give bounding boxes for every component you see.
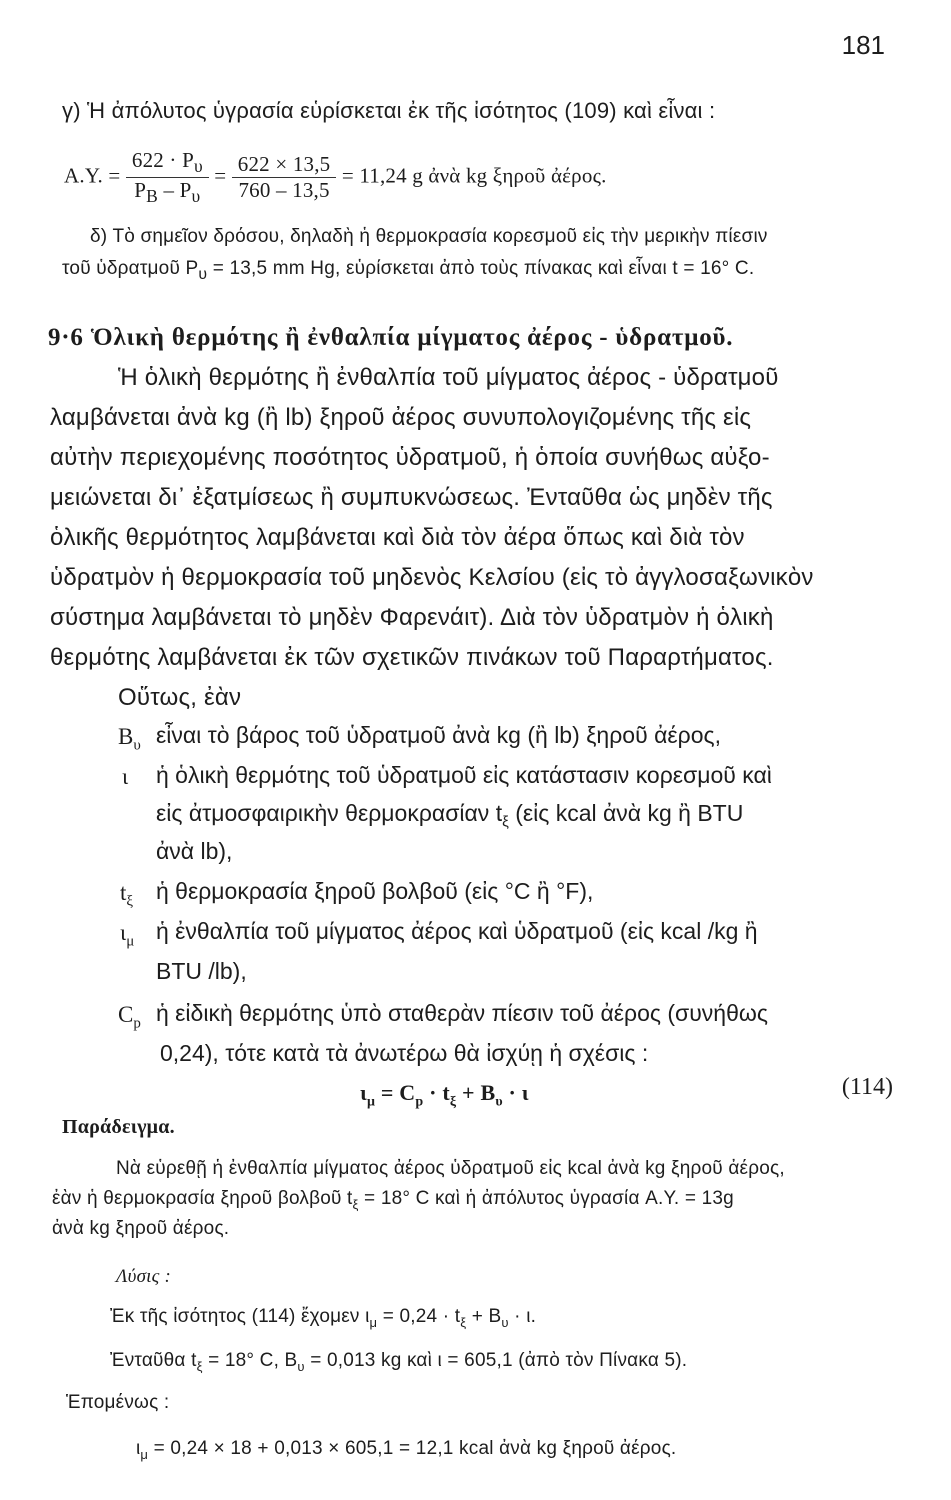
def-symbol-iota-mu: $\iota_\mu$ bbox=[120, 920, 135, 950]
example-line: ἐὰν ἡ θερμοκρασία ξηροῦ βολβοῦ $t_\xi = 18^\circ$ C καὶ ἡ ἀπόλυτος ὑγρασία A.Y. = 13g bbox=[52, 1188, 734, 1212]
example-line: ἀνὰ kg ξηροῦ ἀέρος. bbox=[52, 1218, 230, 1239]
paragraph-line: Ἡ ὁλικὴ θερμότης ἢ ἐνθαλπία τοῦ μίγματος ἀέρος - ὑδρατμοῦ bbox=[118, 364, 779, 391]
ay-fraction-2 bbox=[232, 152, 337, 203]
def-text-start: εἰς ἀτμοσφαιρικὴν θερμοκρασίαν t bbox=[156, 800, 503, 826]
solution-label: Λύσις : bbox=[116, 1266, 172, 1287]
def-text bbox=[156, 800, 743, 831]
paragraph-line: ὁλικῆς θερμότητος λαμβάνεται καὶ διὰ τὸν ἀέρα ὅπως καὶ διὰ τὸν bbox=[50, 524, 745, 551]
def-symbol-iota: ι bbox=[122, 764, 129, 789]
ay-frac1-num: 622 · P bbox=[131, 148, 194, 172]
ay-equals: = bbox=[214, 163, 227, 188]
solution-line: Ἐκ τῆς ἰσότητος (114) ἔχομεν $\iota_\mu = 0,24 \cdot t_\xi + B_\upsilon \cdot \iota$. bbox=[110, 1306, 537, 1330]
ay-formula bbox=[64, 148, 607, 207]
page-number: 181 bbox=[841, 30, 885, 60]
ay-frac1-den-mid: – P bbox=[158, 178, 192, 203]
equation-114: $\iota_\mu = C_p \cdot t_\xi + B_\upsilon \cdot \iota$ bbox=[360, 1080, 529, 1110]
solution-line: $\iota_\mu = 0,24 \times 18 + 0,013 \times 605,1 = 12,1$ kcal ἀνὰ kg ξηροῦ ἀέρος. bbox=[136, 1438, 677, 1462]
paragraph-line: μειώνεται δι᾽ ἐξατμίσεως ἢ συμπυκνώσεως. Ἐνταῦθα ὡς μηδὲν τῆς bbox=[50, 484, 773, 511]
def-text: ἡ ὁλικὴ θερμότης τοῦ ὑδρατμοῦ εἰς κατάστασιν κορεσμοῦ καὶ bbox=[156, 762, 772, 788]
delta-line-2 bbox=[62, 258, 754, 284]
example-line: Νὰ εὑρεθῇ ἡ ἐνθαλπία μίγματος ἀέρος ὑδρατμοῦ εἰς kcal ἀνὰ kg ξηροῦ ἀέρος, bbox=[116, 1158, 785, 1179]
gamma-line: γ) Ἡ ἀπόλυτος ὑγρασία εὑρίσκεται ἐκ τῆς ἰσότητος (109) καὶ εἶναι : bbox=[62, 98, 716, 123]
paragraph-line: θερμότης λαμβάνεται ἐκ τῶν σχετικῶν πινάκων τοῦ Παραρτήματος. bbox=[50, 644, 774, 671]
ay-fraction-1 bbox=[126, 148, 209, 207]
def-text-sub: ξ bbox=[502, 813, 509, 831]
def-text-tail: (εἰς kcal ἀνὰ kg ἢ BTU bbox=[508, 800, 744, 826]
paragraph-line: σύστημα λαμβάνεται τὸ μηδὲν Φαρενάιτ). Διὰ τὸν ὑδρατμὸν ἡ ὁλικὴ bbox=[50, 604, 774, 631]
ay-result: = 11,24 g ἀνὰ kg ξηροῦ ἀέρος. bbox=[341, 163, 607, 188]
delta-line-2-start: τοῦ ὑδρατμοῦ P bbox=[62, 258, 199, 279]
def-symbol-bu: $B_\upsilon$ bbox=[118, 724, 141, 754]
def-symbol-t: $t_\xi$ bbox=[120, 880, 134, 910]
equation-number: (114) bbox=[841, 1074, 893, 1100]
def-text: ἡ θερμοκρασία ξηροῦ βολβοῦ (εἰς °C ἢ °F), bbox=[156, 878, 594, 904]
paragraph-line: αὐτὴν περιεχομένης ποσότητος ὑδρατμοῦ, ἡ ὁποία συνήθως αὐξο- bbox=[50, 444, 770, 471]
paragraph-line: ὑδρατμὸν ἡ θερμοκρασία τοῦ μηδενὸς Κελσίου (εἰς τὸ ἀγγλοσαξωνικὸν bbox=[50, 564, 814, 591]
solution-line: Ἐνταῦθα $t_\xi = 18^\circ$ C, $B_\upsilon = 0,013$ kg καὶ ι = 605,1 (ἀπὸ τὸν Πίνακα 5). bbox=[110, 1350, 688, 1374]
ay-frac1-den-sub1: B bbox=[146, 186, 159, 207]
section-heading: 9·6 Ὁλικὴ θερμότης ἢ ἐνθαλπία μίγματος ἀέρος - ὑδρατμοῦ. bbox=[48, 324, 734, 351]
ay-frac1-den: P bbox=[134, 178, 147, 203]
solution-line: Ἑπομένως : bbox=[66, 1392, 170, 1413]
def-text: ἡ ἐνθαλπία τοῦ μίγματος ἀέρος καὶ ὑδρατμοῦ (εἰς kcal /kg ἢ bbox=[156, 918, 758, 944]
outos-line: Οὕτως, ἐὰν bbox=[118, 684, 242, 711]
ay-frac1-den-sub2: υ bbox=[191, 186, 201, 207]
delta-line-2-sub: υ bbox=[198, 265, 208, 283]
def-text: 0,24), τότε κατὰ τὰ ἀνωτέρω θὰ ἰσχύῃ ἡ σχέσις : bbox=[160, 1040, 649, 1066]
def-text: ἡ εἰδικὴ θερμότης ὑπὸ σταθερὰν πίεσιν τοῦ ἀέρος (συνήθως bbox=[156, 1000, 768, 1026]
ay-lhs: A.Y. = bbox=[64, 163, 121, 188]
delta-line-2-rest: = 13,5 mm Hg, εὑρίσκεται ἀπὸ τοὺς πίνακας καὶ εἶναι t = 16° C. bbox=[207, 258, 755, 279]
def-symbol-cp: $C_p$ bbox=[118, 1002, 141, 1032]
def-text: εἶναι τὸ βάρος τοῦ ὑδρατμοῦ ἀνὰ kg (ἢ lb) ξηροῦ ἀέρος, bbox=[156, 722, 721, 748]
def-text: BTU /lb), bbox=[156, 958, 247, 984]
ay-frac2-num: 622 × 13,5 bbox=[232, 152, 337, 178]
paragraph-line: λαμβάνεται ἀνὰ kg (ἢ lb) ξηροῦ ἀέρος συνυπολογιζομένης τῆς εἰς bbox=[50, 404, 752, 431]
example-label: Παράδειγμα. bbox=[62, 1116, 175, 1138]
def-text: ἀνὰ lb), bbox=[156, 838, 233, 864]
ay-frac1-num-sub: υ bbox=[193, 156, 203, 177]
ay-frac2-den: 760 – 13,5 bbox=[238, 178, 330, 203]
delta-line-1: δ) Τὸ σημεῖον δρόσου, δηλαδὴ ἡ θερμοκρασία κορεσμοῦ εἰς τὴν μερικὴν πίεσιν bbox=[90, 226, 768, 247]
